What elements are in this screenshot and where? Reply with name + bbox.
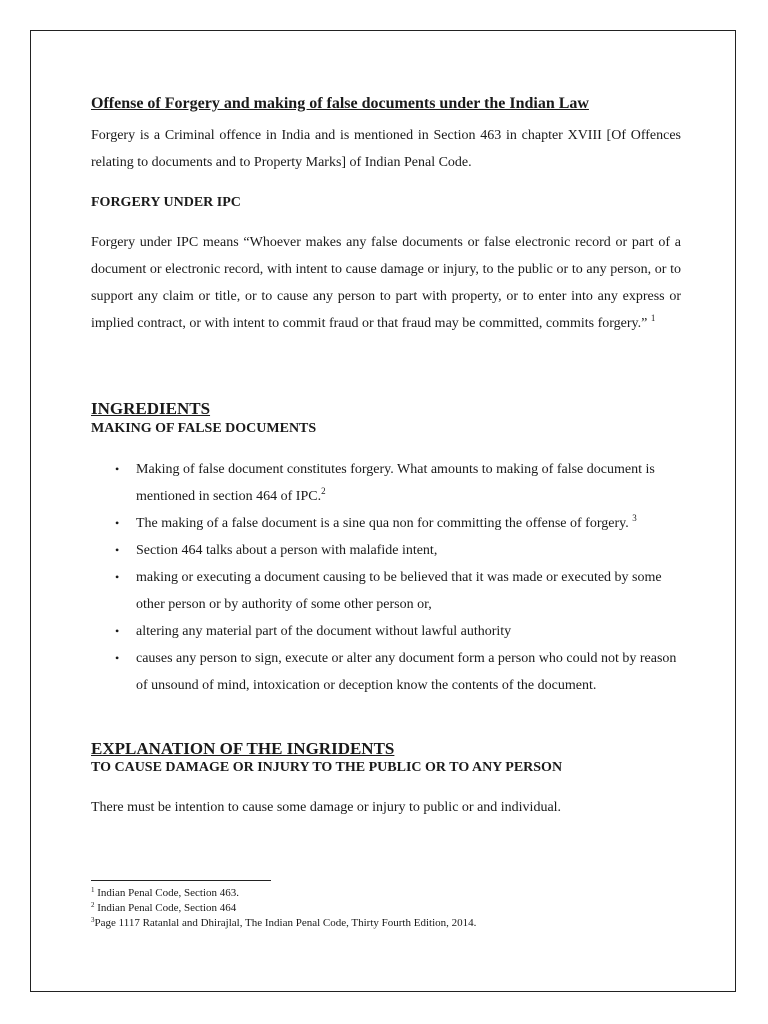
list-item [91, 564, 681, 618]
footnote-text: Page 1117 Ratanlal and Dhirajlal, The Indian Penal Code, Thirty Fourth Edition, 2014. [94, 917, 477, 929]
ingredients-list [91, 456, 681, 699]
footnote-number: 2 [91, 901, 95, 909]
intro-section [91, 122, 681, 176]
list-item [91, 618, 681, 645]
footnote [91, 901, 236, 915]
footnote [91, 886, 239, 900]
bullet-icon: • [115, 462, 120, 476]
list-item [91, 537, 681, 564]
forgery-ipc-heading: FORGERY UNDER IPC [91, 195, 241, 210]
list-item [91, 645, 681, 699]
forgery-ipc-section [91, 229, 681, 337]
list-item-text: causes any person to sign, execute or alter any document form a person who could not by reason of unsound of mind, intoxication or deception know the contents of the document. [136, 651, 677, 693]
explanation-paragraph: There must be intention to cause some damage or injury to public or and individual. [91, 800, 562, 815]
bullet-icon: • [115, 543, 120, 557]
footnote-text: Indian Penal Code, Section 463. [97, 887, 240, 899]
footnote-separator [91, 880, 271, 881]
footnote-number: 3 [91, 916, 95, 924]
false-documents-subheading: MAKING OF FALSE DOCUMENTS [91, 421, 317, 436]
forgery-ipc-text: Forgery under IPC means “Whoever makes any false documents or false electronic record or part of a document or electronic record, with intent to cause damage or injury, to the public or to any person, or to support any claim or title, or to cause any person to part with property, or to enter into any express or implied contract, or with intent to commit fraud or that fraud may be committed, commits forgery.” [91, 235, 681, 331]
footnote-ref-2[interactable]: 2 [321, 486, 326, 496]
list-item [91, 510, 681, 537]
list-item-text: making or executing a document causing to be believed that it was made or executed by some other person or by authority of some other person or, [136, 570, 662, 612]
list-item [91, 456, 681, 510]
footnote-ref-1[interactable]: 1 [650, 313, 656, 323]
footnote-ref-3[interactable]: 3 [632, 513, 637, 523]
footnote-number: 1 [91, 886, 95, 894]
bullet-icon: • [115, 651, 120, 665]
explanation-heading: EXPLANATION OF THE INGRIDENTS [91, 739, 395, 758]
intro-paragraph: Forgery is a Criminal offence in India and is mentioned in Section 463 in chapter XVIII [Of Offences relating to documents and to Property Marks] of Indian Penal Code. [91, 128, 681, 170]
ingredients-heading: INGREDIENTS [91, 399, 211, 418]
list-item-text: The making of a false document is a sine qua non for committing the offense of forgery. [136, 516, 629, 531]
list-item-text: Making of false document constitutes forgery. What amounts to making of false document is mentioned in section 464 of IPC. [136, 462, 655, 504]
ingredients-list-container [91, 456, 681, 699]
footnote [91, 916, 476, 930]
list-item-text: Section 464 talks about a person with malafide intent, [136, 543, 438, 558]
footnote-text: Indian Penal Code, Section 464 [97, 902, 237, 914]
bullet-icon: • [115, 624, 120, 638]
list-item-text: altering any material part of the document without lawful authority [136, 624, 512, 639]
document-title: Offense of Forgery and making of false documents under the Indian Law [91, 95, 589, 112]
forgery-ipc-paragraph [91, 229, 681, 337]
bullet-icon: • [115, 570, 120, 584]
bullet-icon: • [115, 516, 120, 530]
damage-injury-subheading: TO CAUSE DAMAGE OR INJURY TO THE PUBLIC OR TO ANY PERSON [91, 760, 563, 775]
